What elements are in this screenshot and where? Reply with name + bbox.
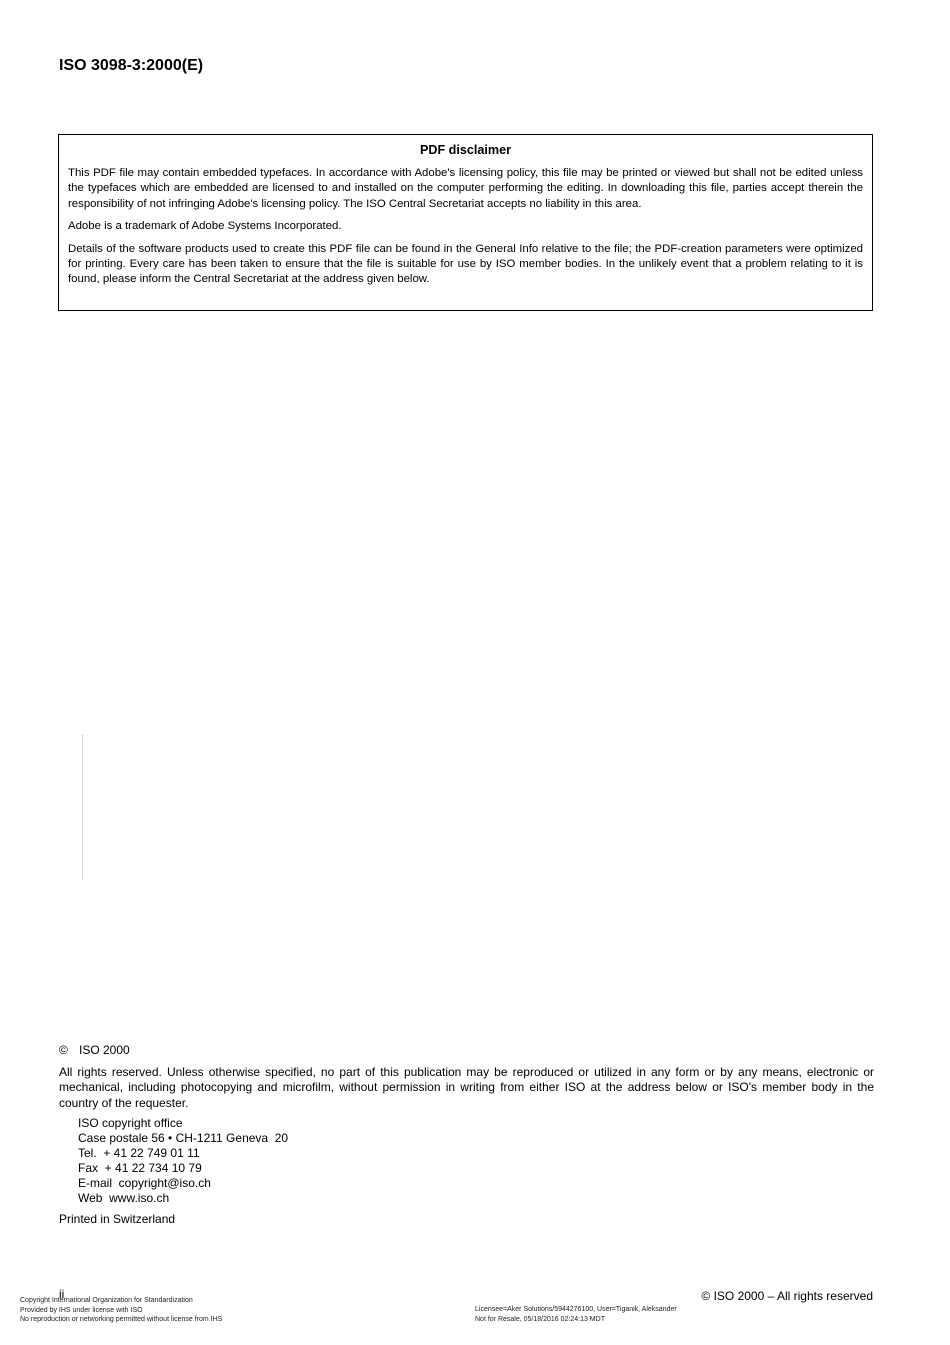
license-left-line: Copyright International Organization for Standardization (20, 1297, 193, 1304)
license-left-line: No reproduction or networking permitted without license from IHS (20, 1316, 223, 1323)
address-line-fax: Fax + 41 22 734 10 79 (78, 1161, 202, 1175)
rights-reserved-text: All rights reserved. Unless otherwise specified, no part of this publication may be reproduced or utilized in any form or by any means, electronic or mechanical, including photocopying and microfilm, without permission in writing from either ISO at the address below or ISO's member body in the country of the requester. (59, 1064, 874, 1110)
disclaimer-paragraph-trademark: Adobe is a trademark of Adobe Systems Incorporated. (68, 220, 342, 233)
license-notice-left (20, 1296, 222, 1325)
disclaimer-paragraph-software: Details of the software products used to create this PDF file can be found in the General Info relative to the file; the PDF-creation parameters were optimized for printing. Every care has been taken to ensure that the file is suitable for use by ISO member bodies. In the unlikely event that a problem relating to it is found, please inform the Central Secretariat at the address given below. (68, 242, 863, 286)
copyright-section (59, 1043, 874, 1228)
license-right-line: Licensee=Aker Solutions/5944276100, User=Tiganik, Aleksander (475, 1306, 677, 1313)
address-line-office: ISO copyright office (78, 1116, 183, 1130)
license-notice-right (475, 1305, 677, 1324)
document-id: ISO 3098-3:2000(E) (59, 57, 204, 74)
address-line-postal: Case postale 56 • CH-1211 Geneva 20 (78, 1131, 289, 1145)
address-line-tel: Tel. + 41 22 749 01 11 (78, 1146, 200, 1160)
disclaimer-paragraph-typefaces: This PDF file may contain embedded typefaces. In accordance with Adobe's licensing policy, this file may be printed or viewed but shall not be edited unless the typefaces which are embedded are licensed to and installed on the computer performing the editing. In downloading this file, parties accept therein the responsibility of not infringing Adobe's licensing policy. The ISO Central Secretariat accepts no liability in this area. (68, 167, 863, 210)
printed-in-text: Printed in Switzerland (59, 1212, 176, 1226)
disclaimer-title: PDF disclaimer (420, 143, 511, 157)
footer-rights: © ISO 2000 – All rights reserved (701, 1289, 873, 1303)
pdf-disclaimer-box (58, 134, 873, 311)
address-line-web: Web www.iso.ch (78, 1191, 170, 1205)
license-left-line: Provided by IHS under license with ISO (20, 1306, 143, 1314)
margin-dotted-mark (82, 735, 83, 880)
license-right-line: Not for Resale, 05/18/2016 02:24:13 MDT (475, 1315, 605, 1323)
copyright-heading (59, 1043, 874, 1059)
copyright-year-label: ISO 2000 (79, 1043, 130, 1057)
address-line-email: E-mail copyright@iso.ch (78, 1176, 211, 1190)
copyright-office-address (78, 1116, 874, 1206)
copyright-symbol: © (59, 1043, 68, 1057)
page-number: ii (59, 1287, 65, 1301)
